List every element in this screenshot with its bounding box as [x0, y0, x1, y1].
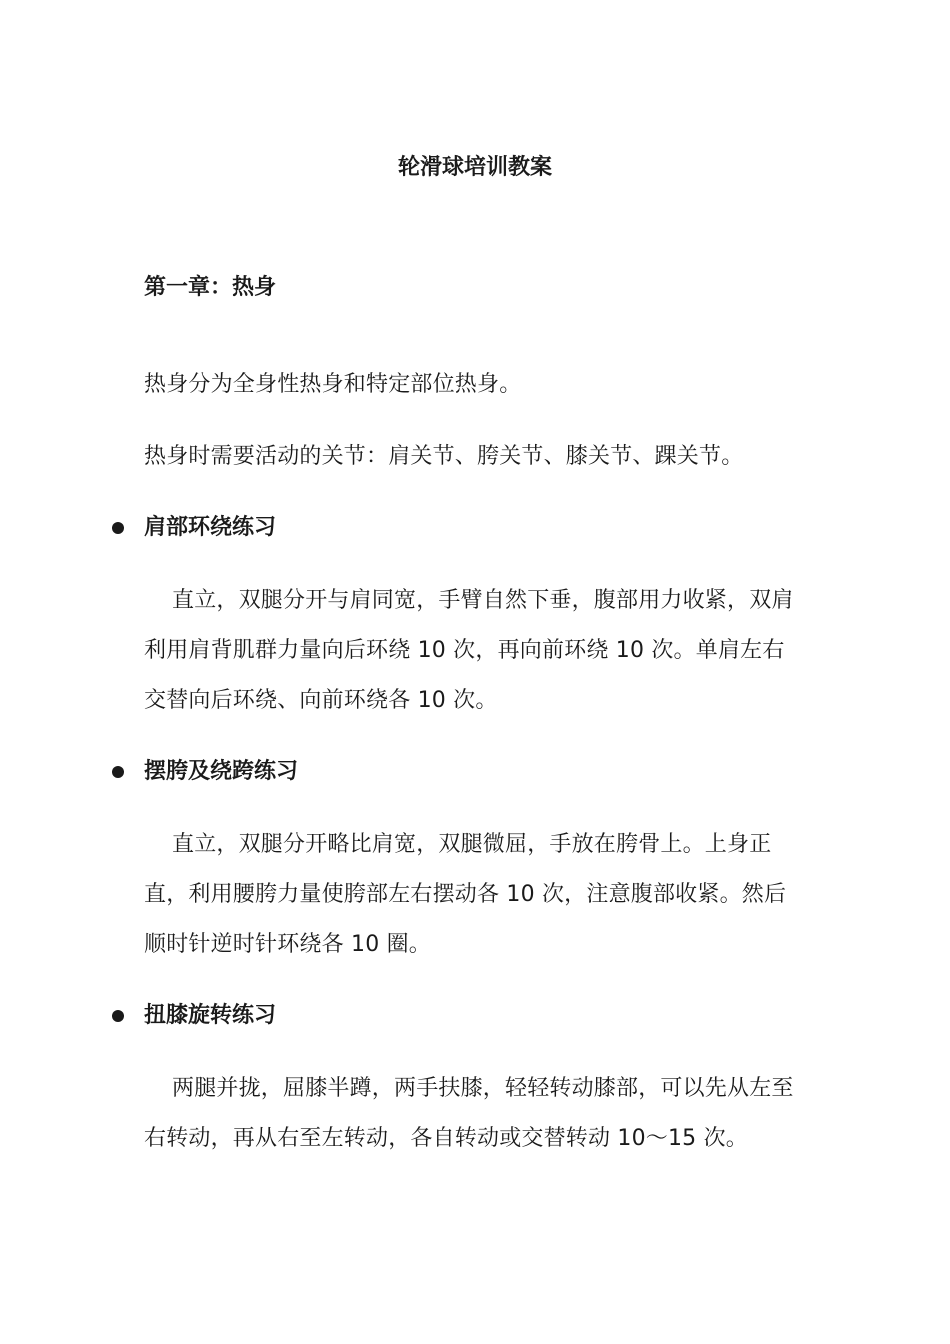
section-heading: [112, 512, 276, 544]
bullet-icon: [112, 766, 124, 778]
intro-paragraph: 热身分为全身性热身和特定部位热身。: [144, 372, 522, 397]
section-heading: [112, 1000, 276, 1032]
chapter-heading: 第一章：热身: [144, 275, 277, 300]
section-title: 肩部环绕练习: [144, 515, 277, 540]
section-title: 摆胯及绕跨练习: [144, 759, 299, 784]
section-body: 直立，双腿分开与肩同宽，手臂自然下垂，腹部用力收紧，双肩利用肩背肌群力量向后环绕 10 次，再向前环绕 10 次。单肩左右交替向后环绕、向前环绕各 10 次。: [144, 588, 794, 713]
intro-paragraph: 热身时需要活动的关节：肩关节、胯关节、膝关节、踝关节。: [144, 444, 744, 469]
bullet-icon: [112, 522, 124, 534]
document-title: 轮滑球培训教案: [397, 155, 552, 180]
section-heading: [112, 756, 298, 788]
bullet-icon: [112, 1010, 124, 1022]
section-title: 扭膝旋转练习: [144, 1003, 277, 1028]
section-body: 两腿并拢，屈膝半蹲，两手扶膝，轻轻转动膝部，可以先从左至右转动，再从右至左转动，各自转动或交替转动 10～15 次。: [144, 1076, 794, 1151]
section-body: 直立，双腿分开略比肩宽，双腿微屈，手放在胯骨上。上身正直，利用腰胯力量使胯部左右摆动各 10 次，注意腹部收紧。然后顺时针逆时针环绕各 10 圈。: [144, 832, 787, 957]
